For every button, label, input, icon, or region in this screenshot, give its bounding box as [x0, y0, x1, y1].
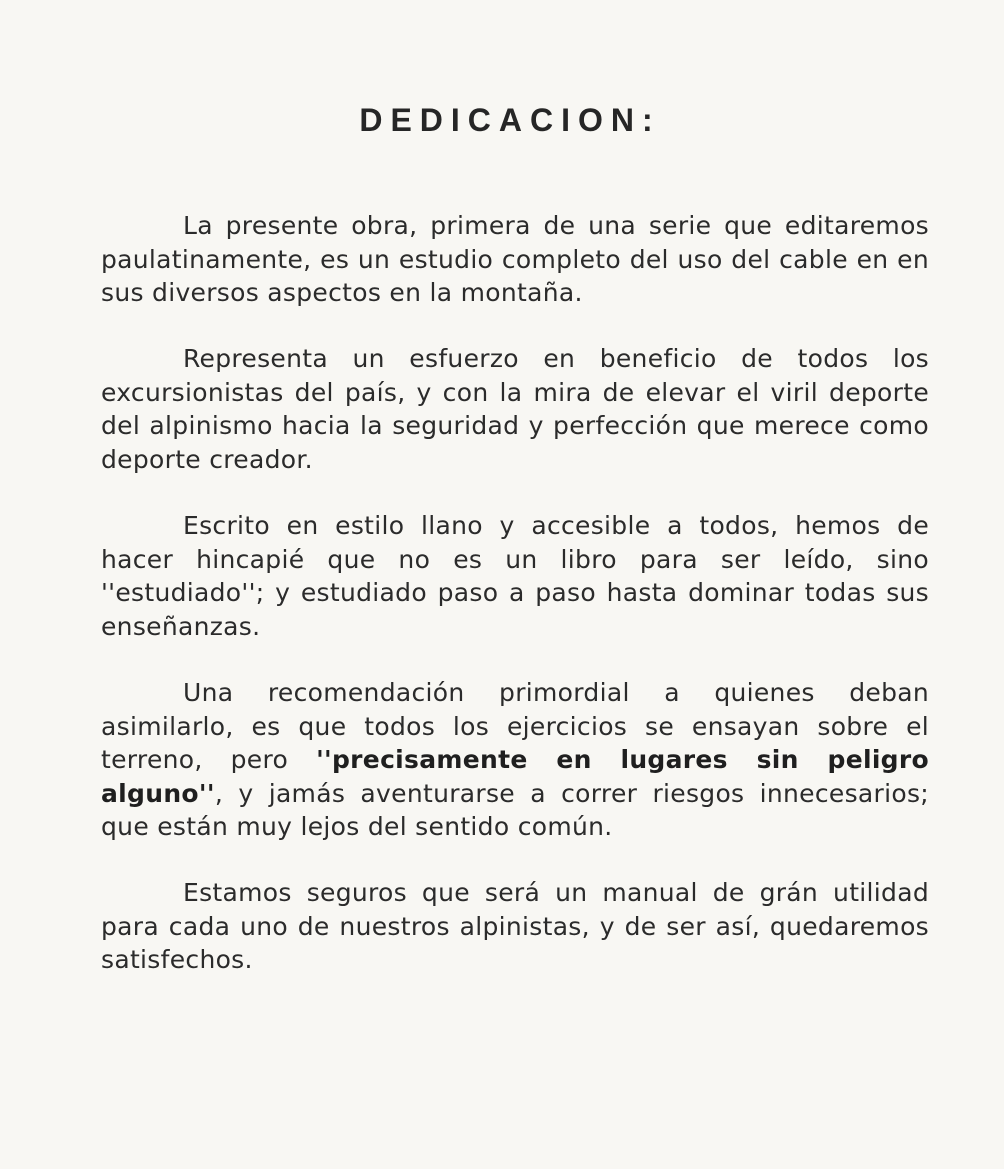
- paragraph-4-emphasis: ''precisamente en lugares sin peligro alguno'': [101, 745, 929, 808]
- page-title: DEDICACION:: [359, 102, 661, 138]
- paragraph-2-text: Representa un esfuerzo en beneficio de todos los excursionistas del país, y con la mira de elevar el viril deporte del alpinismo hacia la seguridad y perfección que merece como deporte creador.: [101, 344, 929, 474]
- paragraph-5: [101, 876, 929, 977]
- paragraph-5-text: Estamos seguros que será un manual de grán utilidad para cada uno de nuestros alpinistas, y de ser así, quedaremos satisfechos.: [101, 878, 929, 974]
- paragraph-4-text-after: , y jamás aventurarse a correr riesgos innecesarios; que están muy lejos del sentido común.: [101, 778, 929, 841]
- paragraph-2: [101, 342, 929, 476]
- paragraph-3-text: Escrito en estilo llano y accesible a todos, hemos de hacer hincapié que no es un libro para ser leído, sino ''estudiado''; y estudiado paso a paso hasta dominar todas sus enseñanzas.: [101, 511, 929, 641]
- paragraph-4-text-before: Una recomendación primordial a quienes deban asimilarlo, es que todos los ejercicios se ensayan sobre el terreno, pero: [101, 678, 929, 774]
- paragraph-1: [101, 209, 929, 310]
- paragraph-1-text: La presente obra, primera de una serie que editaremos paulatinamente, es un estudio completo del uso del cable en en sus diversos aspectos en la montaña.: [101, 211, 929, 307]
- paragraph-4: [101, 676, 929, 844]
- paragraph-3: [101, 509, 929, 643]
